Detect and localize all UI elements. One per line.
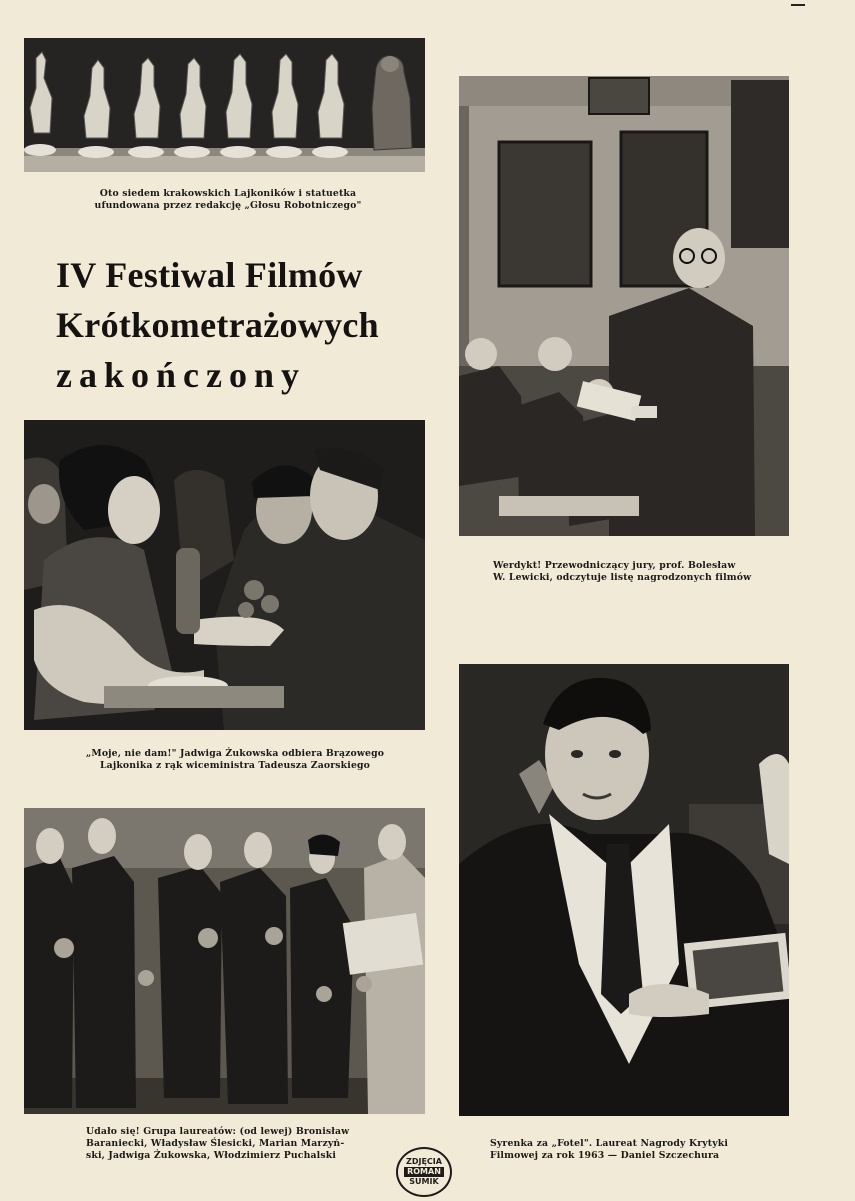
caption-statuettes xyxy=(58,188,398,212)
photo-credit-stamp xyxy=(396,1147,452,1197)
caption-syrenka xyxy=(490,1138,760,1162)
caption-line: Syrenka za „Fotel". Laureat Nagrody Krytyki xyxy=(490,1138,729,1149)
caption-line: Oto siedem krakowskich Lajkoników i statuetka xyxy=(99,188,357,199)
caption-laureates xyxy=(86,1126,376,1162)
photo-szczechura-portrait xyxy=(459,664,789,1116)
corner-mark xyxy=(791,4,805,6)
photo-laureates-group xyxy=(24,808,425,1114)
caption-line: ski, Jadwiga Żukowska, Włodzimierz Puchalski xyxy=(86,1150,337,1161)
caption-line: ufundowana przez redakcję „Głosu Robotniczego" xyxy=(94,200,362,211)
headline-line-3: zakończony xyxy=(56,355,306,395)
credit-line-1: ZDJĘCIA xyxy=(406,1157,442,1166)
caption-line: Lajkonika z rąk wiceministra Tadeusza Zaorskiego xyxy=(99,760,371,771)
caption-line: W. Lewicki, odczytuje listę nagrodzonych filmów xyxy=(493,572,752,583)
photo-award-handover xyxy=(24,420,425,730)
headline xyxy=(56,250,379,400)
caption-line: Werdykt! Przewodniczący jury, prof. Bolesław xyxy=(493,560,736,571)
caption-jury xyxy=(493,560,773,584)
caption-line: Udało się! Grupa laureatów: (od lewej) Bronisław xyxy=(86,1126,350,1137)
caption-line: Filmowej za rok 1963 — Daniel Szczechura xyxy=(490,1150,720,1161)
photo-statuettes xyxy=(24,38,425,172)
caption-line: Baraniecki, Władysław Ślesicki, Marian Marzyń- xyxy=(86,1138,345,1149)
photo-jury-verdict xyxy=(459,76,789,536)
headline-line-2: Krótkometrażowych xyxy=(56,305,380,345)
credit-line-2: ROMAN xyxy=(404,1167,444,1177)
credit-line-3: SUMIK xyxy=(409,1177,439,1186)
headline-line-1: IV Festiwal Filmów xyxy=(56,255,363,295)
caption-line: „Moje, nie dam!" Jadwiga Żukowska odbiera Brązowego xyxy=(85,748,385,759)
caption-award xyxy=(70,748,400,772)
